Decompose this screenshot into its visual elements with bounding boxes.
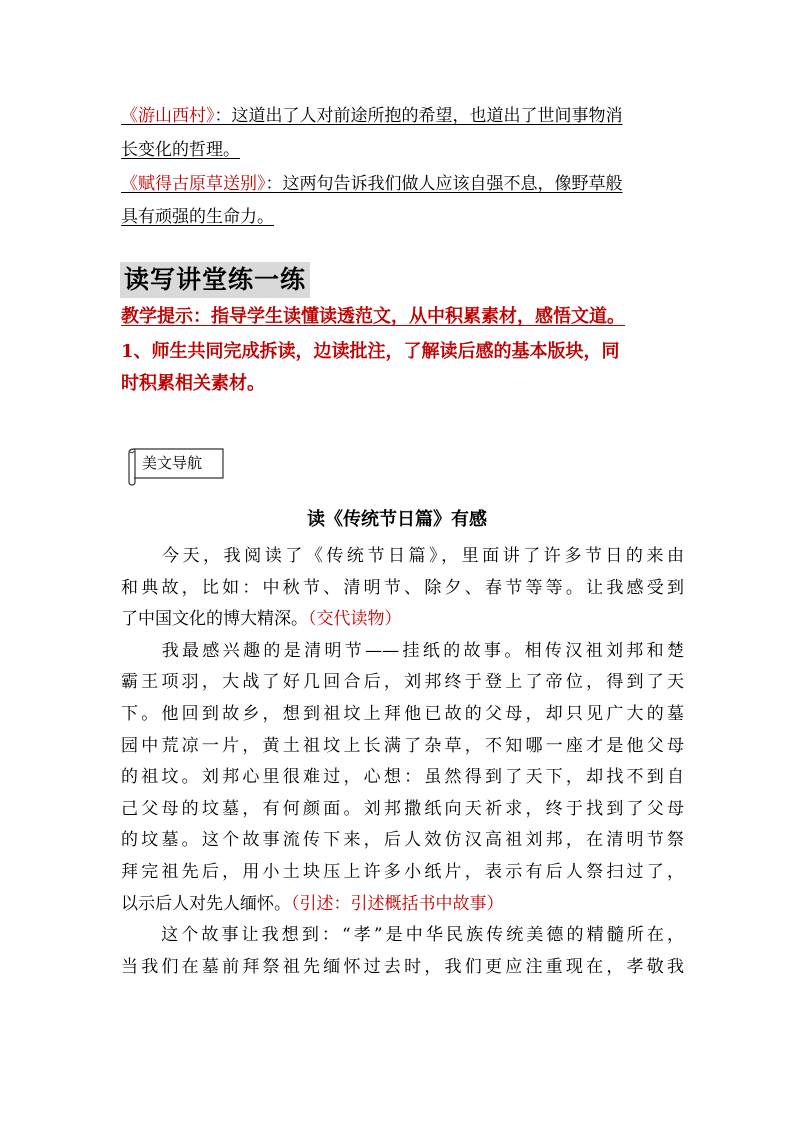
essay-line-text: 以示后人对先人缅怀。 [121, 893, 291, 914]
reflection-1-line-2: 长变化的哲理。 [121, 140, 240, 160]
essay-line-text: 园中荒凉一片，黄土祖坟上长满了杂草，不知哪一座才是他父母 [121, 735, 684, 756]
essay-title: 读《传统节日篇》有感 [307, 509, 487, 530]
annotation-note: （引述：引述概括书中故事） [291, 893, 504, 914]
essay-line [121, 955, 684, 979]
essay-line [121, 607, 684, 631]
reflection-1-text: ：这道出了人对前途所抱的希望，也道出了世间事物消 [214, 106, 623, 126]
essay-line-text: 这个故事让我想到：“孝”是中华民族传统美德的精髓所在， [121, 925, 684, 946]
task-line-1: 1、师生共同完成拆读，边读批注，了解读后感的基本版块，同 [121, 341, 620, 362]
essay-line [121, 639, 684, 663]
essay-line-text: 拜完祖先后，用小土块压上许多小纸片，表示有后人祭扫过了， [121, 862, 684, 882]
essay-line [121, 797, 684, 821]
essay-line [121, 576, 684, 600]
essay-line-text: 的祖坟。刘邦心里很难过，心想：虽然得到了天下，却找不到自 [121, 767, 684, 788]
essay-line [121, 544, 684, 568]
essay-line-text: 了中国文化的博大精深。 [121, 609, 308, 630]
poem-title-2: 《赋得古原草送别》 [121, 174, 266, 194]
essay-line [121, 734, 684, 758]
reflection-2-text: ：这两句告诉我们做人应该自强不息，像野草般 [265, 174, 623, 194]
essay-line-text: 和典故，比如：中秋节、清明节、除夕、春节等等。让我感受到 [121, 577, 684, 598]
essay-line [121, 828, 684, 852]
essay-line [121, 923, 684, 947]
essay-line-text: 当我们在墓前拜祭祖先缅怀过去时，我们更应注重现在，孝敬我 [121, 956, 684, 977]
essay-line [121, 702, 684, 726]
essay-line-text: 霸王项羽，大战了好几回合后，刘邦终于登上了帝位，得到了天 [121, 672, 684, 693]
reflection-2-line-1 [121, 172, 623, 196]
essay-line [121, 860, 684, 884]
essay-line [121, 765, 684, 789]
teaching-hint: 教学提示：指导学生读懂读透范文，从中积累素材，感悟文道。 [121, 306, 625, 327]
annotation-note: （交代读物） [308, 609, 402, 630]
reflection-2-line-2: 具有顽强的生命力。 [121, 207, 274, 227]
essay-line [121, 670, 684, 694]
essay-line [121, 892, 684, 916]
essay-line-text: 的坟墓。这个故事流传下来，后人效仿汉高祖刘邦，在清明节祭 [121, 830, 684, 851]
task-line-2: 时积累相关素材。 [121, 373, 265, 394]
scroll-badge [126, 446, 224, 480]
essay-line-text: 我最感兴趣的是清明节——挂纸的故事。相传汉祖刘邦和楚 [121, 640, 684, 661]
badge-label: 美文导航 [142, 454, 203, 472]
section-heading: 读写讲堂练一练 [120, 262, 310, 298]
essay-line-text: 今天，我阅读了《传统节日篇》，里面讲了许多节日的来由 [121, 546, 684, 566]
poem-title-1: 《游山西村》 [121, 106, 215, 126]
essay-line-text: 下。他回到故乡，想到祖坟上拜他已故的父母，却只见广大的墓 [121, 704, 684, 724]
reflection-1-line-1 [121, 104, 623, 128]
essay-line-text: 己父母的坟墓，有何颜面。刘邦撒纸向天祈求，终于找到了父母 [121, 798, 684, 819]
